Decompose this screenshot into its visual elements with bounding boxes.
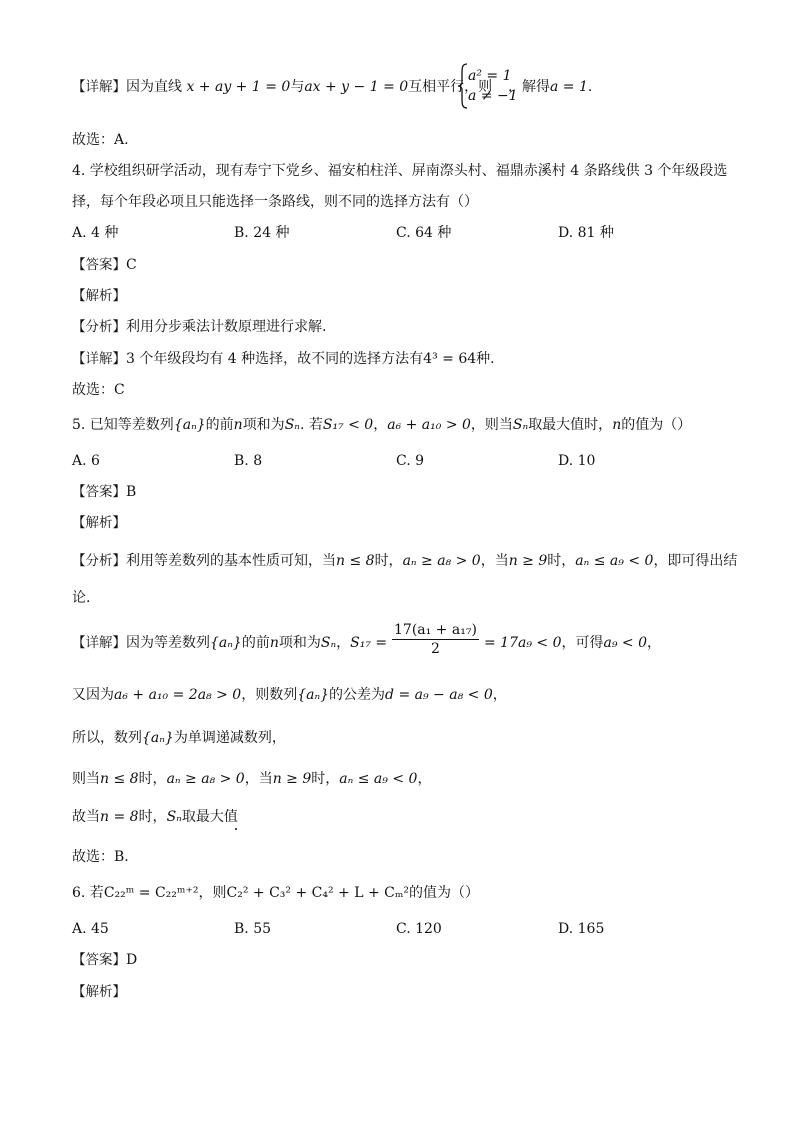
- sequence: {aₙ}: [173, 417, 206, 433]
- q6-option-b: B. 55: [234, 921, 272, 937]
- fraction-numerator: 17(a₁ + a₁₇): [394, 622, 477, 638]
- text: 故当: [72, 809, 100, 825]
- var-Sn: Sₙ: [512, 417, 529, 433]
- text: 所以，数列: [72, 730, 142, 746]
- text: 因为直线: [126, 79, 182, 95]
- text: 的值为（）: [409, 885, 480, 901]
- inequality: n ≥ 9: [508, 553, 548, 569]
- text: 时，: [374, 553, 403, 569]
- text: 3 个年级段均有 4 种选择，故不同的选择方法有: [126, 351, 424, 367]
- text: 又因为: [72, 687, 114, 703]
- q6-stem: [72, 884, 479, 902]
- inequality: aₙ ≤ a₉ < 0: [339, 771, 418, 787]
- text: 6. 若: [72, 885, 104, 901]
- text: 利用等差数列的基本性质可知，当: [126, 553, 336, 569]
- text: ，则数列: [241, 687, 298, 703]
- var-Sn: Sₙ: [166, 809, 182, 825]
- q5-analysis-label: [72, 514, 126, 532]
- analysis-label: 【解析】: [72, 515, 126, 531]
- sequence: {aₙ}: [297, 687, 330, 703]
- q5-detail-line1-tail: [484, 634, 661, 652]
- combination-sum: C₂² + C₃² + C₄² + L + Cₘ²: [226, 885, 410, 901]
- q4-detail: [72, 350, 495, 368]
- q4-option-a: A. 4 种: [72, 225, 119, 241]
- stray-dot: [235, 828, 237, 830]
- fenxi-label: 【分析】: [72, 553, 126, 569]
- condition-1: S₁₇ < 0: [322, 417, 374, 433]
- result-equation: a = 1: [550, 79, 588, 95]
- q6-option-a: A. 45: [72, 921, 109, 937]
- fenxi-label: 【分析】: [72, 319, 126, 335]
- sequence: {aₙ}: [142, 730, 174, 746]
- equation-line1: x + ay + 1 = 0: [186, 79, 291, 95]
- text: ，当: [244, 771, 273, 787]
- equation: 4³ = 64: [423, 351, 477, 367]
- text: 利用分步乘法计数原理进行求解.: [126, 319, 327, 335]
- q6-analysis-label: [72, 983, 126, 1001]
- condition-2: a₆ + a₁₀ > 0: [387, 417, 471, 433]
- q4-stem-line2: 择，每个年段必项且只能选择一条路线，则不同的选择方法有（）: [72, 194, 478, 210]
- q4-analysis-label: [72, 287, 126, 305]
- answer-value: B: [126, 484, 137, 500]
- fraction: [392, 622, 479, 657]
- text: ，当: [480, 553, 509, 569]
- text: ，: [492, 687, 507, 703]
- q4-option-d: D. 81 种: [558, 225, 614, 241]
- text: 与: [290, 79, 305, 95]
- q4-answer: [72, 256, 137, 274]
- text: 的前: [241, 635, 270, 651]
- text: ，: [373, 417, 388, 433]
- q5-choice: 故选：B.: [72, 849, 129, 865]
- combination-equation: C₂₂ᵐ = C₂₂ᵐ⁺²: [103, 885, 199, 901]
- inequality: aₙ ≥ a₈ > 0: [402, 553, 481, 569]
- text: 取最大值时，: [528, 417, 613, 433]
- q5-option-d: D. 10: [558, 453, 596, 469]
- q6-option-d: D. 165: [558, 921, 605, 937]
- text: 的前: [205, 417, 234, 433]
- answer-label: 【答案】: [72, 484, 126, 500]
- text: 项和为: [242, 417, 285, 433]
- text: 种.: [476, 351, 495, 367]
- equation: n = 8: [100, 809, 139, 825]
- q4-option-c: C. 64 种: [396, 225, 452, 241]
- q3-detail-tail: [508, 78, 592, 96]
- q4-choice: 故选：C: [72, 382, 125, 398]
- text: 因为等差数列: [126, 635, 210, 651]
- q5-fenxi-line1: [72, 552, 737, 570]
- inequality: n ≤ 8: [100, 771, 139, 787]
- text: 的公差为: [329, 687, 386, 703]
- system-line-2: a ≠ −1: [468, 88, 518, 104]
- text: 互相平行，则: [408, 79, 493, 95]
- inequality: a₉ < 0: [603, 635, 647, 651]
- system-line-1: a² = 1: [468, 68, 512, 84]
- q5-detail-line3: [72, 729, 286, 747]
- var-Sn: Sₙ: [320, 635, 337, 651]
- text: ，: [417, 771, 432, 787]
- text: ，解得: [508, 79, 550, 95]
- inequality: n ≤ 8: [336, 553, 375, 569]
- q4-option-b: B. 24 种: [234, 225, 290, 241]
- var-n: n: [269, 635, 279, 651]
- var-Sn: Sₙ: [284, 417, 300, 433]
- text: ，可得: [561, 635, 604, 651]
- inequality: aₙ ≥ a₈ > 0: [166, 771, 245, 787]
- answer-value: D: [126, 952, 138, 968]
- answer-label: 【答案】: [72, 257, 126, 273]
- analysis-label: 【解析】: [72, 288, 126, 304]
- q5-option-a: A. 6: [72, 453, 100, 469]
- sequence: {aₙ}: [210, 635, 242, 651]
- detail-label: 【详解】: [72, 351, 126, 367]
- q5-detail-line2: [72, 686, 507, 704]
- text: ，则当: [470, 417, 513, 433]
- q4-fenxi: [72, 318, 326, 336]
- text: 5. 已知等差数列: [72, 417, 174, 433]
- text: 取最大值: [181, 809, 238, 825]
- equation-line2: ax + y − 1 = 0: [304, 79, 409, 95]
- q5-detail-line1: 【详解】因为等差数列{aₙ}的前n项和为Sₙ，S₁₇ =: [72, 635, 388, 651]
- text: 的值为（）: [621, 417, 692, 433]
- q5-fenxi-line2: 论.: [72, 590, 91, 606]
- q3-choice: 故选：A.: [72, 132, 129, 148]
- text: 时，: [138, 809, 167, 825]
- answer-value: C: [126, 257, 137, 273]
- analysis-label: 【解析】: [72, 984, 126, 1000]
- q5-option-b: B. 8: [234, 453, 263, 469]
- text: 为单调递减数列，: [173, 730, 286, 746]
- text: 则当: [72, 771, 100, 787]
- q5-answer: [72, 483, 136, 501]
- text: ，: [647, 635, 661, 651]
- text: 时，: [138, 771, 167, 787]
- equation: a₆ + a₁₀ = 2a₈ > 0: [114, 687, 242, 703]
- text: ，即可得出结: [653, 553, 738, 569]
- detail-label: 【详解】: [72, 635, 126, 651]
- text: .: [587, 79, 593, 95]
- text: . 若: [299, 417, 323, 433]
- text: 项和为: [278, 635, 321, 651]
- answer-label: 【答案】: [72, 952, 126, 968]
- q5-detail-line4: [72, 770, 431, 788]
- equation: d = a₉ − a₈ < 0: [385, 687, 493, 703]
- fraction-denominator: 2: [430, 641, 440, 657]
- q5-stem: [72, 416, 691, 434]
- text: ，则: [198, 885, 227, 901]
- var-n: n: [233, 417, 243, 433]
- text: 时，: [547, 553, 576, 569]
- detail-label: 【详解】: [72, 79, 126, 95]
- q3-detail-line: [72, 78, 492, 96]
- q5-option-c: C. 9: [396, 453, 425, 469]
- q6-answer: [72, 951, 137, 969]
- equation: = 17a₉ < 0: [484, 635, 562, 651]
- inequality: aₙ ≤ a₉ < 0: [575, 553, 654, 569]
- var-n: n: [612, 417, 622, 433]
- equation: S₁₇ =: [350, 635, 388, 651]
- q4-stem-line1: 4. 学校组织研学活动，现有寿宁下党乡、福安柏柱洋、屏南漈头村、福鼎赤溪村 4 条路线供 3 个年级段选: [72, 163, 728, 179]
- q5-detail-line5: [72, 808, 238, 826]
- text: 时，: [311, 771, 340, 787]
- inequality: n ≥ 9: [272, 771, 312, 787]
- q6-option-c: C. 120: [396, 921, 442, 937]
